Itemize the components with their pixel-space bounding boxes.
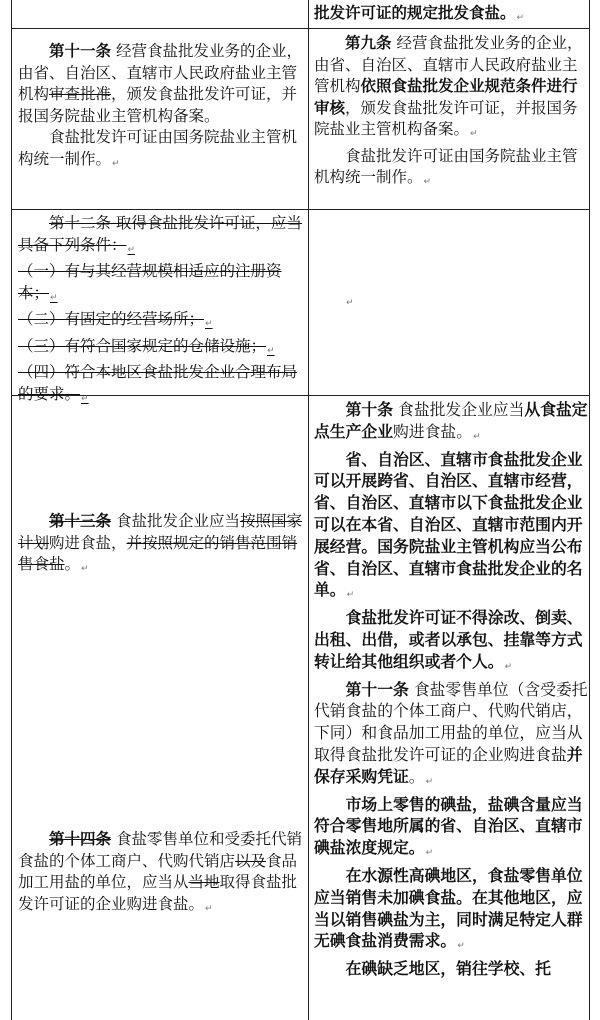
top-right-text: 批发许可证的规定批发食盐。 xyxy=(314,4,516,22)
condition-item-2-text: （二）有固定的经营场所； xyxy=(18,310,205,328)
deleted-text: 审查批准 xyxy=(49,85,112,103)
paragraph-mark-icon: ↵ xyxy=(516,13,525,23)
article-13-old-text3: 。 xyxy=(64,555,81,573)
paragraph-mark-icon: ↵ xyxy=(346,590,355,601)
row1-right-cell xyxy=(314,33,588,194)
article-11-old-label: 第十一条 xyxy=(49,42,112,60)
article-10-new-text1: 食盐批发企业应当 xyxy=(393,400,525,419)
row1-left-cell xyxy=(18,41,304,175)
table-border-left xyxy=(11,0,12,1020)
paragraph-mark-icon: ↵ xyxy=(504,661,513,672)
article-12-old-head-text: 第十二条 取得食盐批发许可证，应当具备下列条件： xyxy=(18,214,302,254)
article-9-new-para2 xyxy=(314,146,588,194)
article-11-new-para4-text: 在碘缺乏地区，销往学校、托 xyxy=(345,959,551,979)
condition-item-3-text: （三）有符合国家规定的仓储设施； xyxy=(18,336,267,355)
article-11-new-para3 xyxy=(314,865,588,958)
article-11-new-label: 第十一条 xyxy=(345,679,409,699)
added-text: 并保存采购凭证 xyxy=(314,744,583,786)
article-11-new-para4 xyxy=(314,958,588,980)
row3-left-article14 xyxy=(18,829,304,920)
paragraph-mark-icon: ↵ xyxy=(423,177,432,187)
article-11-old-text1: 经营食盐批发业务的企业，由省、自治区、直辖市人民政府盐业主管机构 xyxy=(18,42,302,103)
table-border-middle xyxy=(308,0,309,1020)
paragraph-mark-icon: ↵ xyxy=(205,903,213,914)
article-9-new-text1: 经营食盐批发业务的企业，由省、自治区、直辖市人民政府盐业主管机构 xyxy=(314,34,583,95)
article-13-old-label: 第十三条 xyxy=(49,512,112,530)
article-10-new-para3 xyxy=(314,607,588,678)
article-14-old-label: 第十四条 xyxy=(49,830,112,848)
paragraph-mark-icon: ↵ xyxy=(457,941,465,952)
condition-item-4-text: （四）符合本地区食盐批发企业合理布局的要求。 xyxy=(18,363,298,403)
condition-item-1-text: （一）有与其经营规模相适应的注册资本； xyxy=(18,262,282,302)
article-11-old-para2 xyxy=(18,127,304,175)
article-10-new-text2: 购进食盐。 xyxy=(393,421,472,441)
article-14-old xyxy=(18,829,304,920)
article-10-new-para3-text: 食盐批发许可证不得涂改、倒卖、出租、出借，或者以承包、挂靠等方式转让给其他组织或者个人。 xyxy=(314,608,583,671)
paragraph-mark-icon: ↵ xyxy=(470,129,478,139)
paragraph-mark-icon: ↵ xyxy=(267,345,275,356)
article-14-old-text1: 食盐零售单位和受委托代销食盐的个体工商户、代购代销店 xyxy=(18,830,302,870)
article-13-old-text2: 购进食盐， xyxy=(49,533,127,552)
paragraph-mark-icon: ↵ xyxy=(81,393,89,404)
article-12-old-head xyxy=(18,213,304,261)
article-13-old xyxy=(18,511,304,581)
article-10-new-para2-text: 省、自治区、直辖市食盐批发企业可以开展跨省、自治区、直辖市经营，省、自治区、直辖市以下食盐批发企业可以在本省、自治区、直辖市范围内开展经营。国务院盐业主管机构应当公布省、自治区、直辖市食盐批发企业的名单。 xyxy=(314,449,583,600)
paragraph-mark-icon: ↵ xyxy=(425,776,434,787)
paragraph-mark-icon: ↵ xyxy=(50,292,58,303)
condition-item-1 xyxy=(18,261,304,309)
row3-left-article13 xyxy=(18,511,304,581)
article-11-old-para2-text: 食盐批发许可证由国务院盐业主管机构统一制作。 xyxy=(18,128,298,168)
condition-item-3 xyxy=(18,336,304,363)
table-border-right xyxy=(589,0,590,1020)
paragraph-mark-icon: ↵ xyxy=(127,244,136,255)
article-9-new-para2-text: 食盐批发许可证由国务院盐业主管机构统一制作。 xyxy=(314,146,578,186)
deleted-text: 并按照规定的销售范围销售食盐 xyxy=(18,533,298,573)
added-text: 依照食盐批发企业规范条件进行审核 xyxy=(314,77,578,117)
paragraph-mark-icon: ↵ xyxy=(81,564,89,574)
article-11-new-text1: 食盐零售单位（含受委托代销食盐的个体工商户、代购代销店，下同）和食品加工用盐的单位，应当从取得食盐批发许可证的企业购进食盐 xyxy=(314,679,588,764)
article-11-new-para2-text: 市场上零售的碘盐，盐碘含量应当符合零售地所属的省、自治区、直辖市碘盐浓度规定。 xyxy=(314,794,583,858)
article-9-new-text2: ，颁发食盐批发许可证，并报国务院盐业主管机构备案。 xyxy=(314,98,578,138)
paragraph-mark-icon: ↵ xyxy=(112,158,120,169)
article-9-new-label: 第九条 xyxy=(345,34,392,52)
top-right-cell xyxy=(314,3,586,30)
row-divider-2 xyxy=(11,209,589,210)
article-11-new-para3-text: 在水源性高碘地区，食盐零售单位应当销售未加碘食盐。在其他地区，应当以销售碘盐为主，同时满足特定人群无碘食盐消费需求。 xyxy=(314,865,583,951)
paragraph-mark-icon: ↵ xyxy=(425,848,434,859)
article-10-new xyxy=(314,399,588,449)
article-11-old xyxy=(18,41,304,127)
paragraph-mark-icon: ↵ xyxy=(473,431,481,442)
row2-left-cell xyxy=(18,213,304,410)
condition-item-4 xyxy=(18,362,304,410)
article-11-new xyxy=(314,679,588,794)
condition-item-2 xyxy=(18,309,304,336)
article-13-old-text1: 食盐批发企业应当 xyxy=(111,512,240,530)
paragraph-mark-icon: ↵ xyxy=(205,319,213,329)
empty-cell-paragraph-mark-icon: ↵ xyxy=(346,298,354,308)
article-14-old-text3: 取得食盐批发许可证的企业购进食盐。 xyxy=(18,873,298,913)
deleted-text: 以及 xyxy=(235,851,267,870)
article-11-new-text2: 。 xyxy=(408,766,425,786)
deleted-text: 当地 xyxy=(188,873,220,891)
article-10-new-label: 第十条 xyxy=(345,400,393,419)
article-11-new-para2 xyxy=(314,794,588,865)
article-11-old-text2: ，颁发食盐批发许可证，并报国务院盐业主管机构备案。 xyxy=(18,85,298,125)
article-10-new-para2 xyxy=(314,449,588,608)
row3-right-cell xyxy=(314,399,588,980)
added-text: 从食盐定点生产企业 xyxy=(314,400,588,441)
deleted-text: 按照国家计划 xyxy=(18,512,302,552)
article-14-old-text2: 食品加工用盐的单位，应当从 xyxy=(18,851,298,891)
article-9-new xyxy=(314,33,588,146)
